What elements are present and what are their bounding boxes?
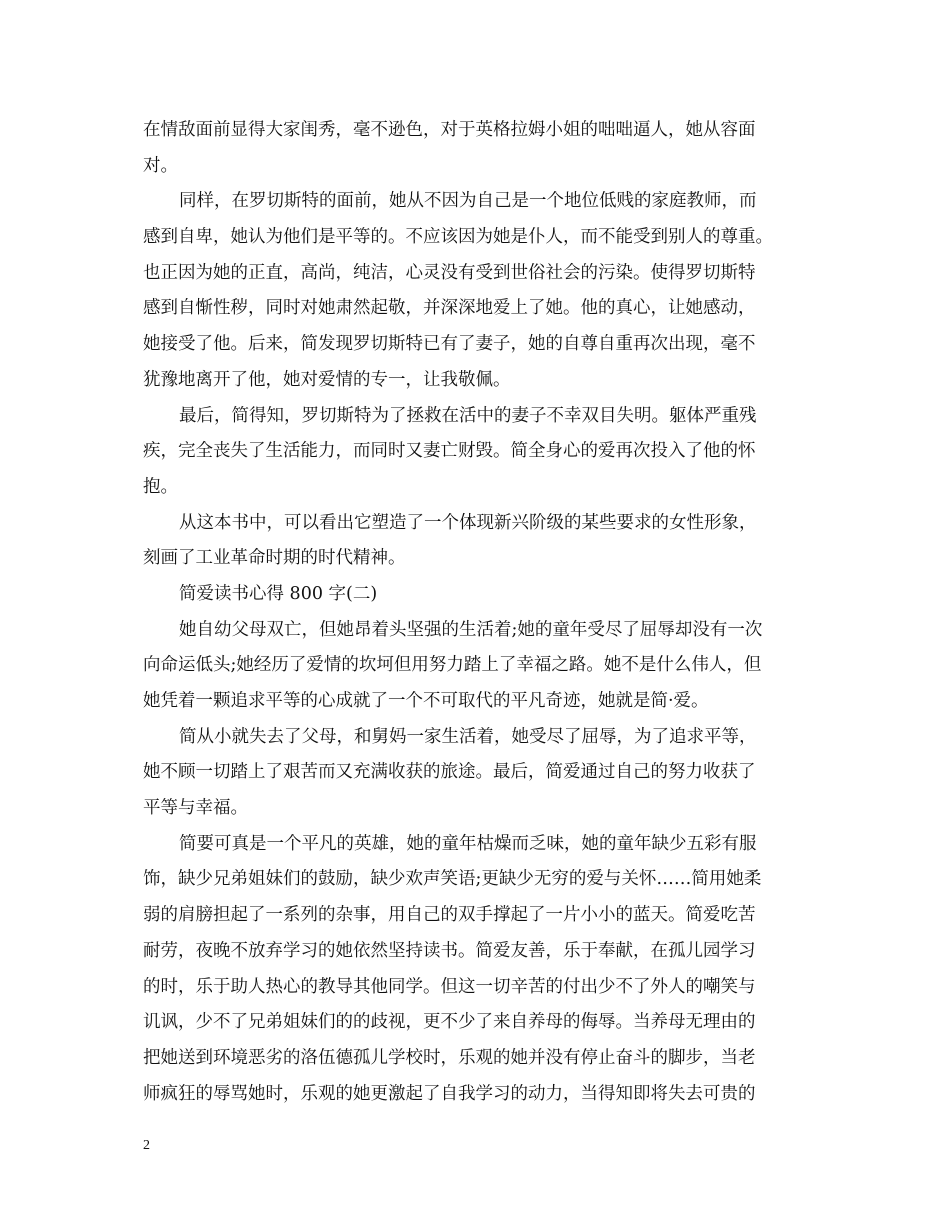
text-line: 从这本书中，可以看出它塑造了一个体现新兴阶级的某些要求的女性形象，: [179, 512, 757, 533]
text-line: 饰，缺少兄弟姐妹们的鼓励，缺少欢声笑语;更缺少无穷的爱与关怀……简用她柔: [143, 869, 762, 890]
text-line: 对。: [143, 155, 178, 176]
text-line: 她自幼父母双亡，但她昂着头坚强的生活着;她的童年受尽了屈辱却没有一次: [179, 619, 763, 640]
text-line: 刻画了工业革命时期的时代精神。: [143, 548, 406, 569]
page-number: 2: [143, 1138, 150, 1153]
text-line: 也正因为她的正直，高尚，纯洁，心灵没有受到世俗社会的污染。使得罗切斯特: [143, 262, 756, 283]
text-line: 师疯狂的辱骂她时，乐观的她更激起了自我学习的动力，当得知即将失去可贵的: [143, 1083, 756, 1104]
text-line: 她凭着一颗追求平等的心成就了一个不可取代的平凡奇迹，她就是简·爱。: [143, 691, 709, 711]
text-line: 向命运低头;她经历了爱情的坎坷但用努力踏上了幸福之路。她不是什么伟人，但: [143, 655, 762, 676]
text-line: 最后，简得知，罗切斯特为了拯救在活中的妻子不幸双目失明。躯体严重残: [179, 405, 757, 426]
text-line: 简从小就失去了父母，和舅妈一家生活着，她受尽了屈辱，为了追求平等，: [179, 726, 757, 747]
text-line: 同样，在罗切斯特的面前，她从不因为自己是一个地位低贱的家庭教师，而: [179, 191, 757, 212]
text-line: 犹豫地离开了他，她对爱情的专一，让我敬佩。: [143, 369, 511, 390]
text-line: 耐劳，夜晚不放弃学习的她依然坚持读书。简爱友善，乐于奉献，在孤儿园学习: [143, 940, 756, 961]
text-line: 简要可真是一个平凡的英雄，她的童年枯燥而乏味，她的童年缺少五彩有服: [179, 833, 757, 854]
text-line: 弱的肩膀担起了一系列的杂事，用自己的双手撑起了一片小小的蓝天。简爱吃苦: [143, 905, 756, 926]
text-line: 感到自卑，她认为他们是平等的。不应该因为她是仆人，而不能受到别人的尊重。: [143, 227, 773, 248]
text-line: 在情敌面前显得大家闺秀，毫不逊色，对于英格拉姆小姐的咄咄逼人，她从容面: [143, 120, 756, 140]
text-line: 疾，完全丧失了生活能力，而同时又妻亡财毁。简全身心的爱再次投入了他的怀: [143, 441, 756, 462]
text-line: 的时，乐于助人热心的教导其他同学。但这一切辛苦的付出少不了外人的嘲笑与: [143, 976, 756, 997]
text-line: 平等与幸福。: [143, 798, 248, 819]
text-line: 抱。: [143, 476, 178, 497]
document-body: [143, 113, 815, 1112]
text-line: 把她送到环境恶劣的洛伍德孤儿学校时，乐观的她并没有停止奋斗的脚步，当老: [143, 1047, 756, 1068]
text-line: 讥讽，少不了兄弟姐妹们的的歧视，更不少了来自养母的侮辱。当养母无理由的: [143, 1012, 756, 1033]
text-line: 感到自惭性秽，同时对她肃然起敬，并深深地爱上了她。他的真心，让她感动，: [143, 298, 756, 319]
text-line: 她不顾一切踏上了艰苦而又充满收获的旅途。最后，简爱通过自己的努力收获了: [143, 762, 756, 783]
section-heading: 简爱读书心得 800 字(二): [179, 583, 378, 604]
text-line: 她接受了他。后来，简发现罗切斯特已有了妻子，她的自尊自重再次出现，毫不: [143, 334, 756, 355]
